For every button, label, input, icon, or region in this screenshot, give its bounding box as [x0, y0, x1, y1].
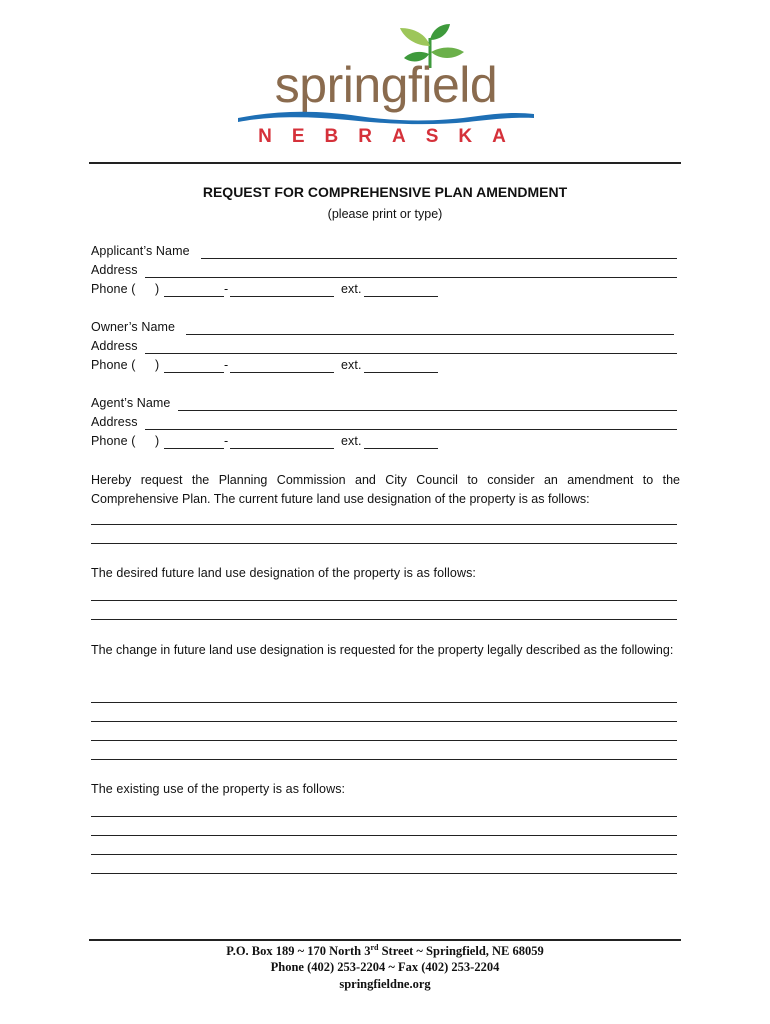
existing-use-line-4[interactable]: [91, 873, 677, 874]
springfield-logo: [236, 22, 536, 152]
owner-address-label: Address: [91, 339, 138, 353]
agent-address-field[interactable]: [145, 429, 677, 430]
footer-address-superscript: rd: [370, 943, 379, 952]
applicant-address-field[interactable]: [145, 277, 677, 278]
applicant-name-label: Applicant’s Name: [91, 244, 190, 258]
applicant-phone-prefix-field[interactable]: [164, 296, 224, 297]
owner-phone-dash: -: [224, 358, 229, 372]
existing-use-label: The existing use of the property is as follows:: [91, 782, 346, 796]
owner-address-field[interactable]: [145, 353, 677, 354]
agent-ext-label: ext.: [341, 434, 362, 448]
footer-rule: [89, 939, 681, 941]
footer-phone-fax: Phone (402) 253-2204 ~ Fax (402) 253-2204: [270, 960, 500, 974]
applicant-phone-label: Phone (: [91, 282, 136, 296]
desired-designation-line-1[interactable]: [91, 600, 677, 601]
existing-use-line-1[interactable]: [91, 816, 677, 817]
current-designation-line-1[interactable]: [91, 524, 677, 525]
applicant-name-field[interactable]: [201, 258, 677, 259]
applicant-phone-number-field[interactable]: [230, 296, 334, 297]
applicant-phone-dash: -: [224, 282, 229, 296]
agent-phone-close: ): [155, 434, 160, 448]
agent-phone-number-field[interactable]: [230, 448, 334, 449]
agent-ext-field[interactable]: [364, 448, 438, 449]
owner-phone-close: ): [155, 358, 160, 372]
current-designation-line-2[interactable]: [91, 543, 677, 544]
logo-wordmark: springfield: [274, 57, 498, 113]
applicant-address-label: Address: [91, 263, 138, 277]
footer-address: [0, 943, 770, 959]
owner-phone-label: Phone (: [91, 358, 136, 372]
desired-designation-line-2[interactable]: [91, 619, 677, 620]
owner-ext-label: ext.: [341, 358, 362, 372]
legal-description-line-4[interactable]: [91, 759, 677, 760]
header-rule: [89, 162, 681, 164]
applicant-phone-close: ): [155, 282, 160, 296]
footer-address-end: Street ~ Springfield, NE 68059: [378, 944, 544, 959]
applicant-ext-label: ext.: [341, 282, 362, 296]
legal-description-line-2[interactable]: [91, 721, 677, 722]
legal-description-paragraph: The change in future land use designation is requested for the property legally described as the following:: [91, 643, 674, 657]
logo-state: NEBRASKA: [258, 126, 526, 147]
footer-website[interactable]: springfieldne.org: [339, 977, 431, 991]
agent-phone-dash: -: [224, 434, 229, 448]
desired-designation-label: The desired future land use designation of the property is as follows:: [91, 566, 476, 580]
owner-phone-prefix-field[interactable]: [164, 372, 224, 373]
legal-description-line-1[interactable]: [91, 702, 677, 703]
legal-description-line-3[interactable]: [91, 740, 677, 741]
existing-use-line-2[interactable]: [91, 835, 677, 836]
owner-name-field[interactable]: [186, 334, 674, 335]
owner-ext-field[interactable]: [364, 372, 438, 373]
page-subtitle: (please print or type): [327, 207, 443, 221]
owner-phone-number-field[interactable]: [230, 372, 334, 373]
existing-use-line-3[interactable]: [91, 854, 677, 855]
footer-address-start: P.O. Box 189 ~ 170 North 3: [226, 944, 371, 959]
applicant-ext-field[interactable]: [364, 296, 438, 297]
agent-address-label: Address: [91, 415, 138, 429]
agent-phone-label: Phone (: [91, 434, 136, 448]
agent-name-field[interactable]: [178, 410, 677, 411]
water-swoosh-icon: [238, 108, 534, 126]
page-title: REQUEST FOR COMPREHENSIVE PLAN AMENDMENT: [202, 184, 568, 200]
request-paragraph: Hereby request the Planning Commission and City Council to consider an amendment to the Comprehensive Plan. The current future land use designation of the property is as follows:: [91, 473, 680, 506]
owner-name-label: Owner’s Name: [91, 320, 176, 334]
agent-name-label: Agent’s Name: [91, 396, 171, 410]
agent-phone-prefix-field[interactable]: [164, 448, 224, 449]
